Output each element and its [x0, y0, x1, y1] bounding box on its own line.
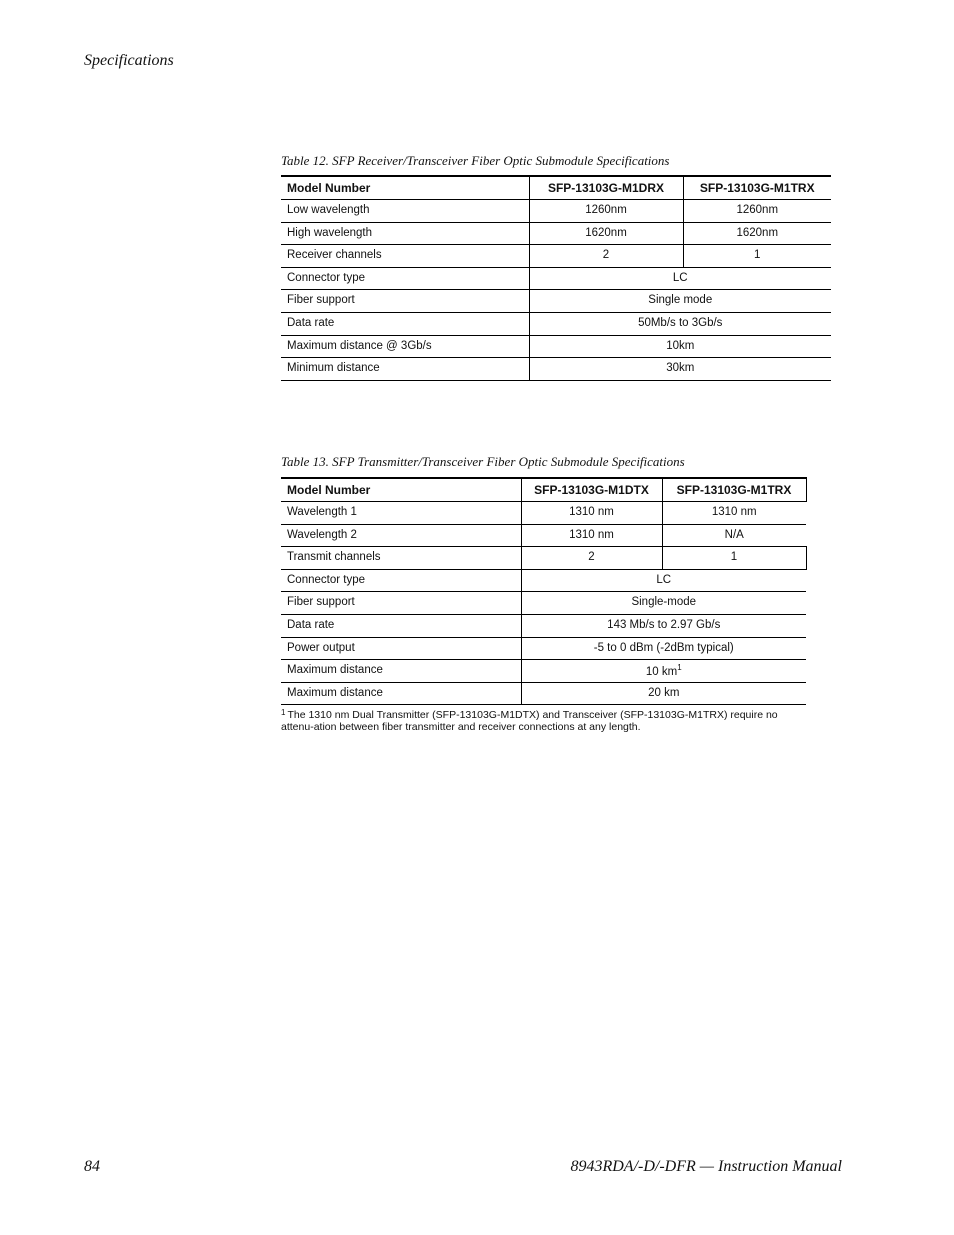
table-row: [281, 682, 806, 705]
table-row: [281, 660, 806, 683]
cell: 1620nm: [683, 222, 831, 245]
cell: Single-mode: [521, 592, 806, 615]
table-row: [281, 592, 806, 615]
table-row: [281, 290, 831, 313]
page-number: 84: [84, 1158, 100, 1175]
cell: 20 km: [521, 682, 806, 705]
row-label: Minimum distance: [281, 358, 529, 381]
row-label: Maximum distance: [281, 660, 521, 683]
row-label: High wavelength: [281, 222, 529, 245]
table-header-row: [281, 478, 806, 502]
cell: 1260nm: [529, 200, 683, 223]
row-label: Data rate: [281, 614, 521, 637]
cell: 143 Mb/s to 2.97 Gb/s: [521, 614, 806, 637]
cell: 1310 nm: [521, 502, 662, 525]
cell: 50Mb/s to 3Gb/s: [529, 312, 831, 335]
table-12-caption: Table 12. SFP Receiver/Transceiver Fiber Optic Submodule Specifications: [281, 153, 670, 168]
cell: LC: [529, 267, 831, 290]
row-label: Wavelength 2: [281, 524, 521, 547]
table-12: [281, 175, 831, 381]
row-label: Connector type: [281, 267, 529, 290]
table-row: [281, 312, 831, 335]
row-label: Maximum distance @ 3Gb/s: [281, 335, 529, 358]
table-row: [281, 335, 831, 358]
cell: Single mode: [529, 290, 831, 313]
cell: 1: [662, 547, 806, 570]
cell: 1310 nm: [662, 502, 806, 525]
running-header: Specifications: [84, 52, 174, 69]
row-label: Fiber support: [281, 290, 529, 313]
table-row: [281, 267, 831, 290]
table-row: [281, 200, 831, 223]
table-row: [281, 502, 806, 525]
footnote-text: The 1310 nm Dual Transmitter (SFP-13103G-M1DTX) and Transceiver (SFP-13103G-M1TRX) require no attenu-ation between fiber transmitter and receiver connections at any length.: [281, 709, 778, 733]
column-header: SFP-13103G-M1TRX: [683, 176, 831, 200]
column-header: Model Number: [281, 478, 521, 502]
table-row: [281, 547, 806, 570]
cell: 1: [683, 245, 831, 268]
table-13-caption: Table 13. SFP Transmitter/Transceiver Fiber Optic Submodule Specifications: [281, 454, 685, 469]
cell: 1310 nm: [521, 524, 662, 547]
table-row: [281, 524, 806, 547]
cell: -5 to 0 dBm (-2dBm typical): [521, 637, 806, 660]
row-label: Low wavelength: [281, 200, 529, 223]
table-row: [281, 222, 831, 245]
column-header: SFP-13103G-M1DTX: [521, 478, 662, 502]
cell: 2: [521, 547, 662, 570]
row-label: Receiver channels: [281, 245, 529, 268]
table-row: [281, 245, 831, 268]
table-13: [281, 477, 807, 705]
row-label: Wavelength 1: [281, 502, 521, 525]
manual-title: 8943RDA/-D/-DFR — Instruction Manual: [570, 1158, 842, 1175]
table-13-footnote: [281, 707, 801, 733]
column-header: SFP-13103G-M1TRX: [662, 478, 806, 502]
row-label: Data rate: [281, 312, 529, 335]
cell: 1260nm: [683, 200, 831, 223]
footnote-marker: 1: [281, 708, 286, 717]
row-label: Maximum distance: [281, 682, 521, 705]
row-label: Fiber support: [281, 592, 521, 615]
footnote-reference: 1: [677, 662, 682, 672]
column-header: Model Number: [281, 176, 529, 200]
table-header-row: [281, 176, 831, 200]
cell: [521, 660, 806, 683]
cell: 1620nm: [529, 222, 683, 245]
table-row: [281, 637, 806, 660]
row-label: Connector type: [281, 569, 521, 592]
cell-value: 10 km: [645, 665, 678, 678]
cell: LC: [521, 569, 806, 592]
row-label: Transmit channels: [281, 547, 521, 570]
cell: 2: [529, 245, 683, 268]
cell: 30km: [529, 358, 831, 381]
row-label: Power output: [281, 637, 521, 660]
column-header: SFP-13103G-M1DRX: [529, 176, 683, 200]
table-row: [281, 569, 806, 592]
cell: 10km: [529, 335, 831, 358]
table-row: [281, 358, 831, 381]
table-row: [281, 614, 806, 637]
cell: N/A: [662, 524, 806, 547]
